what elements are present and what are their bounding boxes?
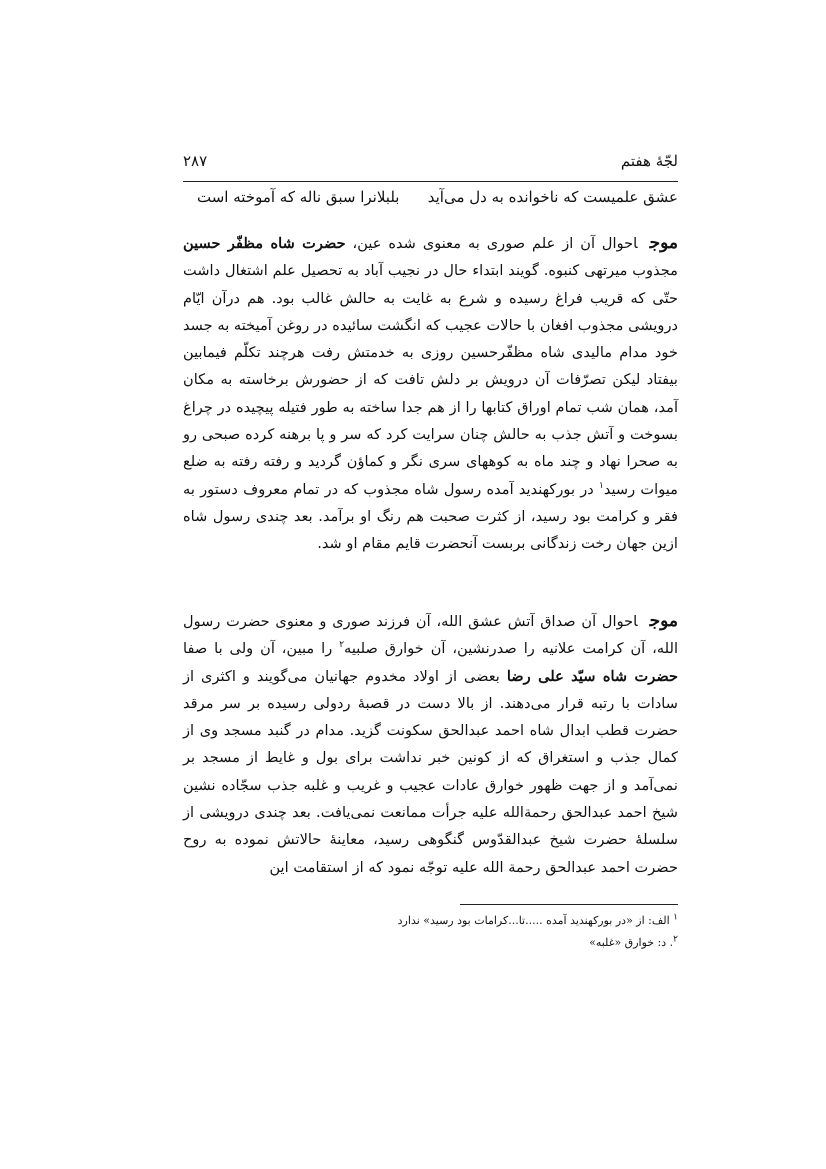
footnote-text: الف: از «در بورکهندید آمده .....تا...کرامات بود رسید» ندارد: [397, 914, 674, 927]
footnote-1: [183, 910, 678, 932]
paragraph-text: احوال آن صداق آتش عشق الله، آن فرزند صوری و معنوی حضرت رسول الله، آن کرامت علانیه را صدرنشین، آن خوارق صلبیه: [183, 613, 678, 658]
footnote-2: [183, 932, 678, 954]
paragraph-text: احوال آن از علم صوری به معنوی شده عین،: [345, 235, 638, 252]
saint-name: حضرت شاه مظفّر حسین: [183, 235, 346, 252]
header-rule: [183, 181, 678, 182]
section-keyword: موج: [649, 233, 678, 253]
footnote-number: ۲: [673, 934, 678, 945]
footnote-marker[interactable]: ۲: [339, 640, 345, 651]
section-keyword: موج: [649, 611, 678, 631]
footnote-rule: [460, 904, 678, 905]
section-paragraph-1: [183, 230, 678, 558]
footnote-text: . د: خوارق «غلبه»: [589, 936, 674, 949]
saint-name: حضرت شاه سیّد علی رضا: [506, 667, 678, 685]
footnote-number: ۱: [673, 912, 678, 923]
footnotes: [183, 910, 678, 954]
footnote-marker[interactable]: ۱: [599, 480, 604, 491]
verse-couplet: [183, 188, 678, 216]
verse-hemistich-1: عشق علمیست که ناخوانده به دل می‌آید: [427, 188, 678, 206]
section-paragraph-2: [183, 608, 678, 881]
page-number: ۲۸۷: [183, 152, 208, 170]
paragraph-text: را مبین، آن ولی با صفا: [183, 640, 340, 658]
verse-hemistich-2: بلبلانرا سبق ناله که آموخته است: [197, 188, 400, 206]
paragraph-text: در بورکهندید آمده رسول شاه مجذوب که در تمام معروف دستور به فقر و کرامت بود رسید، از کثرت صحبت هم رنگ او برآمد. بعد چندی رسول شاه ازین جهان رخت زندگانی بربست آنحضرت قایم مقام او شد.: [183, 480, 678, 553]
chapter-title: لجّهٔ هفتم: [620, 152, 678, 170]
paragraph-text: بعضی از اولاد مخدوم جهانیان می‌گویند و اکثری از سادات با رتبه قرار می‌دهند. از بالا دست در قصبهٔ ردولی رسیده بر سر مرقد حضرت قطب ابدال شاه احمد عبدالحق سکونت گزید. مدام در گنبد مسجد وی از کمال جذب و استغراق که از کونین خبر نداشت برای بول و غایط از مسجد بر نمی‌آمد و از جهت ظهور خوارق عادات عجیب و غریب و غلبه جذب سجّاده نشین شیخ احمد عبدالحق رحمةالله علیه جرأت ممانعت نمی‌یافت. بعد چندی درویشی از سلسلهٔ حضرت شیخ عبدالقدّوس گنگوهی رسید، معاینهٔ حالاتش نموده به روح حضرت احمد عبدالحق رحمة الله علیه توجّه نمود که از استقامت این: [183, 667, 678, 876]
paragraph-text: مجذوب میرتهی کنبوه. گویند ابتداء حال در نجیب آباد به تحصیل علم اشتغال داشت حتّی که قریب فراغ رسیده و شرع به غایت به حالش غالب بود. هم درآن ایّام درویشی مجذوب افغان با حالات عجیب که انگشت سائیده در روغن آمیخته به جسد خود مدام مالیدی شاه مظفّرحسین روزی به خدمتش رفت هرچند تکلّم فیمابین بیفتاد لیکن تصرّفات آن درویش بر دلش تافت که از حضورش برخاسته به مکان آمد، همان شب تمام اوراق کتابها را از هم جدا ساخته به طور فتیله پیچیده در چراغ بسوخت و آتش جذب به حالش چنان سرایت کرد که سر و پا برهنه کرده صبحی رو به صحرا نهاد و چند ماه به کوههای سری نگر و کماؤن گردید و رفته رفته به ضلع میوات رسید: [183, 262, 678, 498]
running-header: [183, 152, 678, 178]
